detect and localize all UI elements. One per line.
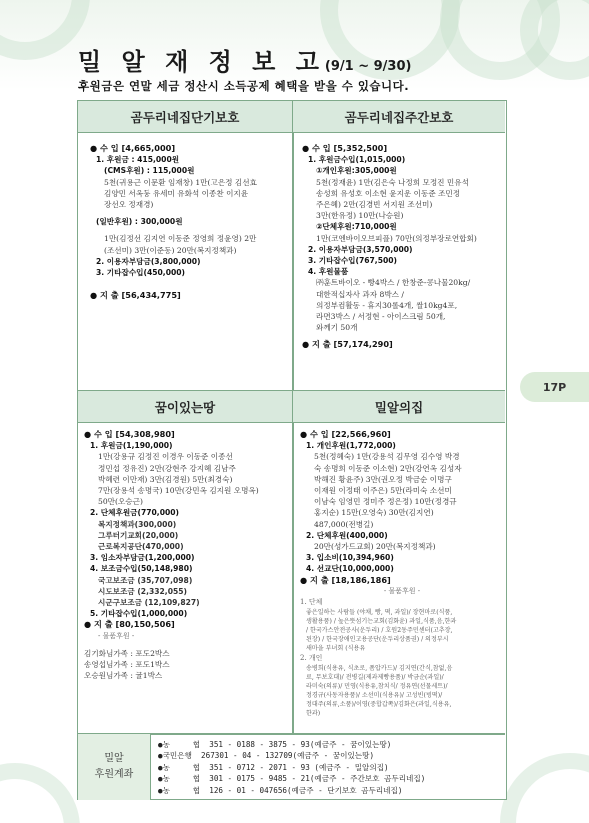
text-line: (CMS후원) : 115,000원 bbox=[104, 166, 195, 176]
text-line: 복지정책과(300,000) bbox=[98, 519, 177, 529]
page-subtitle: 후원금은 연말 세금 정산시 소득공제 혜택을 받을 수 있습니다. bbox=[78, 79, 410, 93]
text-line: 2. 단체후원금(770,000) bbox=[90, 508, 180, 518]
text-line: 료, 무보호대)/ 전병길(제과제빵용품)/ 박금순(과일)/ bbox=[306, 674, 444, 682]
report-period: (9/1 ~ 9/30) bbox=[324, 59, 412, 74]
text-line: 와께기 50개 bbox=[316, 323, 358, 333]
text-line: 생활용품) / 높은뜻섬기는교회(김화윤) 과일,식품,음,한과 bbox=[306, 618, 457, 626]
text-line: 김기화님가족 : 포도2박스 bbox=[84, 648, 170, 658]
text-line: (일반후원) : 300,000원 bbox=[96, 217, 183, 227]
section-heading-jugan: 곰두리네집주간보호 bbox=[293, 101, 505, 133]
text-line: 박혜련 이만재) 3만(김경원) 5만(최경숙) bbox=[98, 474, 233, 484]
text-line: 1만(김정선 김지연 이동준 정영희 정윤영) 2만 bbox=[104, 234, 257, 244]
text-line: 라면3박스 / 서정현 - 아이스크림 50개, bbox=[316, 312, 446, 322]
text-line: 홍지순) 15만(오영숙) 30만(김지연) bbox=[314, 508, 434, 518]
text-line: 50만(오승근) bbox=[98, 497, 143, 507]
text-line: 3. 기타잡수입(450,000) bbox=[96, 268, 186, 278]
text-line: 3. 기타잡수입(767,500) bbox=[308, 256, 398, 266]
text-line: 송병희(식용유, 식초로, 폼압카드)/ 김지연(간식,참없,음 bbox=[306, 665, 453, 673]
text-line: 좋은일하는 사람들 (야채, 빵, 떡, 과일)/ 장현마로(식품, bbox=[306, 609, 453, 617]
text-line: 4. 선교단(10,000,000) bbox=[306, 564, 394, 574]
text-line: ● 지 출 [57,174,290] bbox=[302, 339, 393, 350]
text-line: ● 지 출 [80,150,506] bbox=[84, 619, 175, 630]
text-line: 한과) bbox=[306, 710, 321, 718]
text-line: 4. 후원물품 bbox=[308, 267, 349, 277]
text-line: 송영섭님가족 : 포도1박스 bbox=[84, 660, 170, 670]
text-line: 3만(한유정) 10만(나승원) bbox=[316, 211, 404, 221]
text-line: 487,000(전병길) bbox=[314, 519, 374, 529]
text-line: 1. 후원금수입(1,015,000) bbox=[308, 155, 406, 165]
bank-account-list bbox=[158, 739, 425, 796]
section-body-kkum bbox=[84, 429, 290, 681]
text-line: 새마을 부녀회 (식용유 bbox=[306, 645, 366, 653]
text-line: ● 수 입 [5,352,500] bbox=[302, 143, 388, 153]
text-line: 1. 개인후원(1,772,000) bbox=[306, 441, 396, 451]
bank-account-label: 밀알 후원계좌 bbox=[78, 734, 151, 800]
section-heading-dangi: 곰두리네집단기보호 bbox=[78, 101, 292, 133]
text-line: 2. 이용자부담금(3,800,000) bbox=[96, 256, 201, 266]
text-line: 이남숙 임영민 정미주 정은정) 10만(정경규 bbox=[314, 497, 457, 507]
section-body-mil bbox=[300, 429, 504, 718]
section-body-dangi bbox=[90, 143, 288, 301]
text-line: 된장) / 한국장애인고용공단(운두리상품권) / 의정부시 bbox=[306, 636, 449, 644]
text-line: 3. 입소비(10,394,960) bbox=[306, 553, 394, 563]
text-line: 그루터기교회(20,000) bbox=[98, 530, 179, 540]
text-line: - 물품후원 - bbox=[98, 631, 135, 640]
bank-account-row: ●농 협 301 - 0175 - 9485 - 21(예금주 - 주간보호 곰두리네집) bbox=[158, 774, 426, 784]
section-heading-kkum: 꿈이있는땅 bbox=[78, 391, 292, 423]
section-heading-mil: 밀알의집 bbox=[293, 391, 505, 423]
text-line: 5천(귀용근 이문환 임재창) 1만(고은정 김선효 bbox=[104, 177, 257, 187]
page-number-badge: 17P bbox=[520, 372, 589, 402]
text-line: 이재원 이정태 이주은) 5만(라미숙 소선미 bbox=[314, 486, 452, 496]
text-line: 라미숙(의류)/ 민영(식용유,참치식/ 정유연(선물세트)/ bbox=[306, 683, 448, 691]
text-line: 3. 임소자부담금(1,200,000) bbox=[90, 553, 195, 563]
text-line: 숙 송명희 이동준 이소현) 2만(강연옥 김성자 bbox=[314, 463, 462, 473]
text-line: ● 지 출 [56,434,775] bbox=[90, 290, 181, 301]
text-line: 5. 기타잡수입(1,000,000) bbox=[90, 609, 188, 619]
text-line: ①개인후원:305,000원 bbox=[316, 166, 397, 176]
text-line: 2. 이용자부담금(3,570,000) bbox=[308, 244, 413, 254]
section-body-jugan bbox=[302, 143, 502, 351]
text-line: ● 수 입 [22,566,960] bbox=[300, 429, 391, 439]
text-line: 1만(코엔바이오브피플) 70만(의정부장로연합회) bbox=[316, 233, 477, 243]
page-title: 밀 알 재 정 보 고(9/1 ~ 9/30) bbox=[78, 48, 412, 76]
text-line: 7만(장용석 송명국) 10만(강민옥 김지원 오명옥) bbox=[98, 486, 259, 496]
text-line: 시도보조금 (2,332,055) bbox=[98, 586, 188, 596]
text-line: 송성희 유성호 이소현 윤지운 이동준 조민정 bbox=[316, 188, 461, 198]
text-line: 1. 후원금(1,190,000) bbox=[90, 441, 173, 451]
text-line: 정민섭 정유진) 2만(강현주 강지혜 김남주 bbox=[98, 463, 236, 473]
text-line: 1. 후원금 : 415,000원 bbox=[96, 155, 180, 165]
text-line: ● 수 입 [4,665,000] bbox=[90, 143, 176, 153]
text-line: 박해진 황윤주) 3만(권오정 박금순 이명구 bbox=[314, 474, 452, 484]
text-line: 주은혜) 2만(김경빈 서지원 조선미) bbox=[316, 200, 433, 210]
text-line: 김양민 서옥둥 유세미 유화석 이종찬 이지윤 bbox=[104, 188, 249, 198]
text-line: 정대주(의류,소품)/이영(중합갑쪽)/김화은(과일,식용유, bbox=[306, 701, 452, 709]
text-line: 2. 단체후원(400,000) bbox=[306, 530, 388, 540]
text-line: 장선오 정재경) bbox=[104, 200, 154, 210]
text-line: 대한적십자사 과자 8박스 / bbox=[316, 289, 404, 299]
text-line: 정경규(사동자용품)/ 소선미(식용유)/ 고성빈(빙떡)/ bbox=[306, 692, 443, 700]
text-line: ㈜훈트바이오 - 빵4박스 / 한창준-콩나물20kg/ bbox=[316, 278, 471, 288]
bank-account-row: ●국민은행 267301 - 04 - 132709(예금주 - 꿈이있는땅) bbox=[158, 751, 375, 761]
text-line: (조선미) 3만(이준동) 20만(복지정책과) bbox=[104, 245, 237, 255]
text-line: 20만(성가드교회) 20만(복지정책과) bbox=[314, 542, 436, 552]
text-line: 의정부컴활동 - 휴지30롤4개, 쌀10kg4포, bbox=[316, 300, 458, 310]
text-line: ②단체후원:710,000원 bbox=[316, 222, 397, 232]
text-line: 2. 개인 bbox=[300, 654, 323, 663]
text-line: 시군구보조금 (12,109,827) bbox=[98, 598, 200, 608]
text-line: ● 수 입 [54,308,980] bbox=[84, 429, 175, 439]
bank-account-row: ●농 협 126 - 01 - 047656(예금주 - 단기보호 곰두리네집) bbox=[158, 785, 403, 795]
text-line: 4. 보조금수입(50,148,980) bbox=[90, 564, 193, 574]
text-line: 1. 단체 bbox=[300, 598, 323, 607]
text-line: 5천(정재윤) 1만(김은숙 나정희 모정진 민유석 bbox=[316, 177, 469, 187]
bank-account-row: ●농 협 351 - 0188 - 3875 - 93(예금주 - 꿈이있는땅) bbox=[158, 740, 392, 749]
text-line: ● 지 출 [18,186,186] bbox=[300, 574, 391, 585]
text-line: 5천(정혜숙) 1만(강용석 김무영 김수영 박경 bbox=[314, 452, 460, 462]
text-line: / 한국가스안전공사(운두리) / 호원2동주민센터(고추장, bbox=[306, 627, 453, 635]
text-line: 국고보조금 (35,707,098) bbox=[98, 575, 193, 585]
report-board bbox=[77, 100, 507, 800]
text-line: - 물품후원 - bbox=[383, 586, 421, 595]
text-line: 근로복지공단(470,000) bbox=[98, 542, 184, 552]
text-line: 오승원님가족 : 귤1박스 bbox=[84, 671, 163, 681]
bank-account-row: ●농 협 351 - 0712 - 2071 - 93 (예금주 - 밀알의집) bbox=[158, 762, 389, 772]
text-line: 1만(강용규 김정진 이경우 이동준 이종선 bbox=[98, 452, 233, 462]
